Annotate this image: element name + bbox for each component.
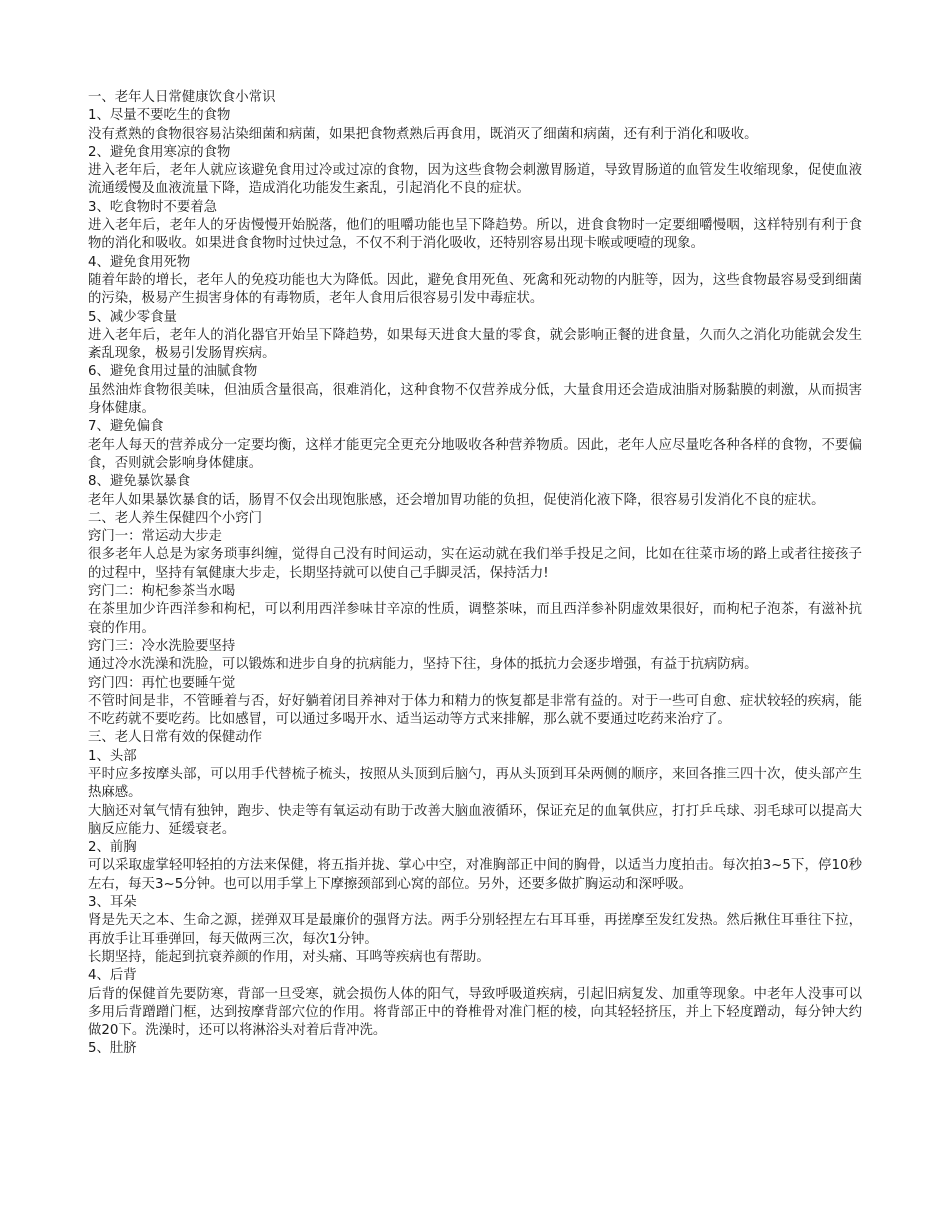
subheading: 3、吃食物时不要着急 (88, 199, 218, 215)
subheading: 2、前胸 (88, 840, 137, 856)
subheading: 1、尽量不要吃生的食物 (88, 108, 231, 124)
paragraph: 进入老年后，老年人的牙齿慢慢开始脱落，他们的咀嚼功能也呈下降趋势。所以，进食食物时一定要细嚼慢咽，这样特别有利于食物的消化和吸收。如果进食食物时过快过急，不仅不利于消化吸收，还特别容易出现卡喉或哽噎的现象。 (88, 218, 862, 252)
heading-section-1: 一、老年人日常健康饮食小常识 (88, 90, 276, 105)
paragraph: 随着年龄的增长，老年人的免疫功能也大为降低。因此，避免食用死鱼、死禽和死动物的内脏等，因为，这些食物最容易受到细菌的污染，极易产生损害身体的有毒物质，老年人食用后很容易引发中毒症状。 (88, 272, 862, 307)
subheading: 窍门三：冷水洗脸要坚持 (88, 638, 236, 654)
paragraph: 肾是先天之本、生命之源，搓弹双耳是最廉价的强肾方法。两手分别轻捏左右耳耳垂，再搓摩至发红发热。然后揪住耳垂往下拉，再放手让耳垂弹回，每天做两三次，每次1分钟。 (88, 913, 862, 947)
subheading: 窍门一：常运动大步走 (88, 529, 222, 545)
subheading: 5、减少零食量 (88, 309, 177, 325)
subheading: 1、头部 (88, 748, 137, 764)
subheading: 8、避免暴饮暴食 (88, 474, 191, 490)
paragraph: 在茶里加少许西洋参和枸杞，可以利用西洋参味甘辛凉的性质，调整茶味，而且西洋参补阴虚效果很好，而枸杞子泡茶，有滋补抗衰的作用。 (88, 602, 862, 636)
subheading: 4、后背 (88, 968, 137, 984)
paragraph: 没有煮熟的食物很容易沾染细菌和病菌，如果把食物煮熟后再食用，既消灭了细菌和病菌，还有利于消化和吸收。 (88, 126, 758, 142)
paragraph: 大脑还对氧气情有独钟，跑步、快走等有氧运动有助于改善大脑血液循环，保证充足的血氧供应，打打乒乓球、羽毛球可以提高大脑反应能力、延缓衰老。 (88, 803, 862, 837)
heading-section-2: 二、老人养生保健四个小窍门 (88, 510, 263, 526)
paragraph: 平时应多按摩头部，可以用手代替梳子梳头，按照从头顶到后脑勺，再从头顶到耳朵两侧的顺序，来回各推三四十次，使头部产生热麻感。 (88, 766, 862, 801)
subheading: 2、避免食用寒凉的食物 (88, 144, 231, 160)
paragraph: 不管时间是非，不管睡着与否，好好躺着闭目养神对于体力和精力的恢复都是非常有益的。对于一些可自愈、症状较轻的疾病，能不吃药就不要吃药。比如感冒，可以通过多喝开水、适当运动等方式来排解，那么就不要通过吃药来治疗了。 (88, 693, 862, 728)
paragraph: 可以采取虚掌轻叩轻拍的方法来保健，将五指并拢、掌心中空，对准胸部正中间的胸骨，以适当力度拍击。每次拍3~5下，停10秒左右，每天3~5分钟。也可以用手掌上下摩擦颈部到心窝的部位。另外，还要多做扩胸运动和深呼吸。 (88, 858, 862, 892)
paragraph: 老年人每天的营养成分一定要均衡，这样才能更完全更充分地吸收各种营养物质。因此，老年人应尽量吃各种各样的食物，不要偏食，否则就会影响身体健康。 (88, 437, 862, 471)
subheading: 7、避免偏食 (88, 419, 164, 435)
subheading: 窍门二：枸杞参茶当水喝 (88, 584, 236, 600)
paragraph: 通过冷水洗澡和洗脸，可以锻炼和进步自身的抗病能力，坚持下往，身体的抵抗力会逐步增强，有益于抗病防病。 (88, 657, 758, 673)
heading-section-3: 三、老人日常有效的保健动作 (88, 730, 263, 746)
subheading: 5、肚脐 (88, 1041, 137, 1057)
subheading: 3、耳朵 (88, 895, 137, 911)
subheading: 4、避免食用死物 (88, 254, 191, 270)
subheading: 窍门四：再忙也要睡午觉 (88, 675, 236, 691)
document-body (88, 89, 862, 1059)
paragraph: 后背的保健首先要防寒，背部一旦受寒，就会损伤人体的阳气，导致呼吸道疾病，引起旧病复发、加重等现象。中老年人没事可以多用后背蹭蹭门框，达到按摩背部穴位的作用。将背部正中的脊椎骨对准门框的棱，向其轻轻挤压，并上下轻度蹭动，每分钟大约做20下。洗澡时，还可以将淋浴头对着后背冲洗。 (88, 986, 862, 1039)
paragraph: 进入老年后，老年人就应该避免食用过冷或过凉的食物，因为这些食物会刺激胃肠道，导致胃肠道的血管发生收缩现象，促使血液流通缓慢及血液流量下降，造成消化功能发生紊乱，引起消化不良的症状。 (88, 163, 862, 197)
paragraph: 进入老年后，老年人的消化器官开始呈下降趋势，如果每天进食大量的零食，就会影响正餐的进食量，久而久之消化功能就会发生紊乱现象，极易引发肠胃疾病。 (88, 327, 862, 362)
paragraph: 虽然油炸食物很美味，但油质含量很高，很难消化，这种食物不仅营养成分低，大量食用还会造成油脂对肠黏膜的刺激，从而损害身体健康。 (88, 382, 862, 417)
paragraph: 长期坚持，能起到抗衰养颜的作用，对头痛、耳鸣等疾病也有帮助。 (88, 949, 490, 965)
paragraph: 很多老年人总是为家务琐事纠缠，觉得自己没有时间运动，实在运动就在我们举手投足之间，比如在往菜市场的路上或者往接孩子的过程中，坚持有氧健康大步走，长期坚持就可以使自己手脚灵活，保持活力! (88, 547, 862, 581)
subheading: 6、避免食用过量的油腻食物 (88, 364, 258, 380)
paragraph: 老年人如果暴饮暴食的话，肠胃不仅会出现饱胀感，还会增加胃功能的负担，促使消化液下降，很容易引发消化不良的症状。 (88, 492, 825, 508)
